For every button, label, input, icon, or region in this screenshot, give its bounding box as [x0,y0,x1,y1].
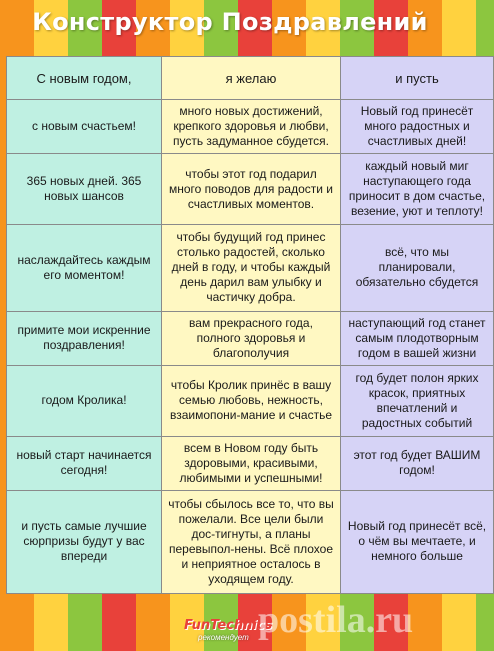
table-cell: чтобы будущий год принес столько радостей, сколько дней в году, и чтобы каждый день дарил вам улыбку и частичку добра. [162,224,341,311]
greeting-table [6,56,487,594]
constructor-table [6,56,494,594]
table-cell: годом Кролика! [7,365,162,436]
column-header-let: и пусть [341,57,494,100]
table-cell: этот год будет ВАШИМ годом! [341,436,494,490]
table-row [7,365,494,436]
table-cell: чтобы этот год подарил много поводов для радости и счастливых моментов. [162,154,341,225]
table-cell: год будет полон ярких красок, приятных впечатлений и радостных событий [341,365,494,436]
table-cell: вам прекрасного года, полного здоровья и благополучия [162,311,341,365]
table-header-row [7,57,494,100]
table-cell: 365 новых дней. 365 новых шансов [7,154,162,225]
table-row [7,436,494,490]
table-cell: с новым счастьем! [7,100,162,154]
postila-watermark: postila.ru [258,599,414,641]
table-cell: много новых достижений, крепкого здоровья и любви, пусть задуманное сбудется. [162,100,341,154]
table-cell: всё, что мы планировали, обязательно сбудется [341,224,494,311]
table-row [7,154,494,225]
table-cell: всем в Новом году быть здоровыми, красивыми, любимыми и успешными! [162,436,341,490]
table-row [7,224,494,311]
column-header-wish: я желаю [162,57,341,100]
table-cell: чтобы сбылось все то, что вы пожелали. Все цели были дос-тигнуты, а планы перевыпол-нены. Всё плохое и неприятное осталось в уходящем году. [162,490,341,593]
logo-subtitle: рекомендует [198,633,249,642]
table-cell: наслаждайтесь каждым его моментом! [7,224,162,311]
column-header-greeting: С новым годом, [7,57,162,100]
table-cell: каждый новый миг наступающего года приносит в дом счастье, везение, уют и теплоту! [341,154,494,225]
table-row [7,490,494,593]
table-cell: примите мои искренние поздравления! [7,311,162,365]
header [0,0,460,50]
page-title: Конструктор Поздравлений [32,8,428,36]
table-cell: и пусть самые лучшие сюрпризы будут у вас впереди [7,490,162,593]
table-cell: чтобы Кролик принёс в вашу семью любовь, нежность, взаимопони-мание и счастье [162,365,341,436]
table-cell: Новый год принесёт много радостных и счастливых дней! [341,100,494,154]
logo-text: FunTechnics [184,618,273,633]
funtechnics-logo [184,618,273,646]
table-cell: Новый год принесёт всё, о чём вы мечтаете, и немного больше [341,490,494,593]
table-row [7,100,494,154]
table-cell: наступающий год станет самым плодотворным годом в вашей жизни [341,311,494,365]
table-row [7,311,494,365]
table-cell: новый старт начинается сегодня! [7,436,162,490]
